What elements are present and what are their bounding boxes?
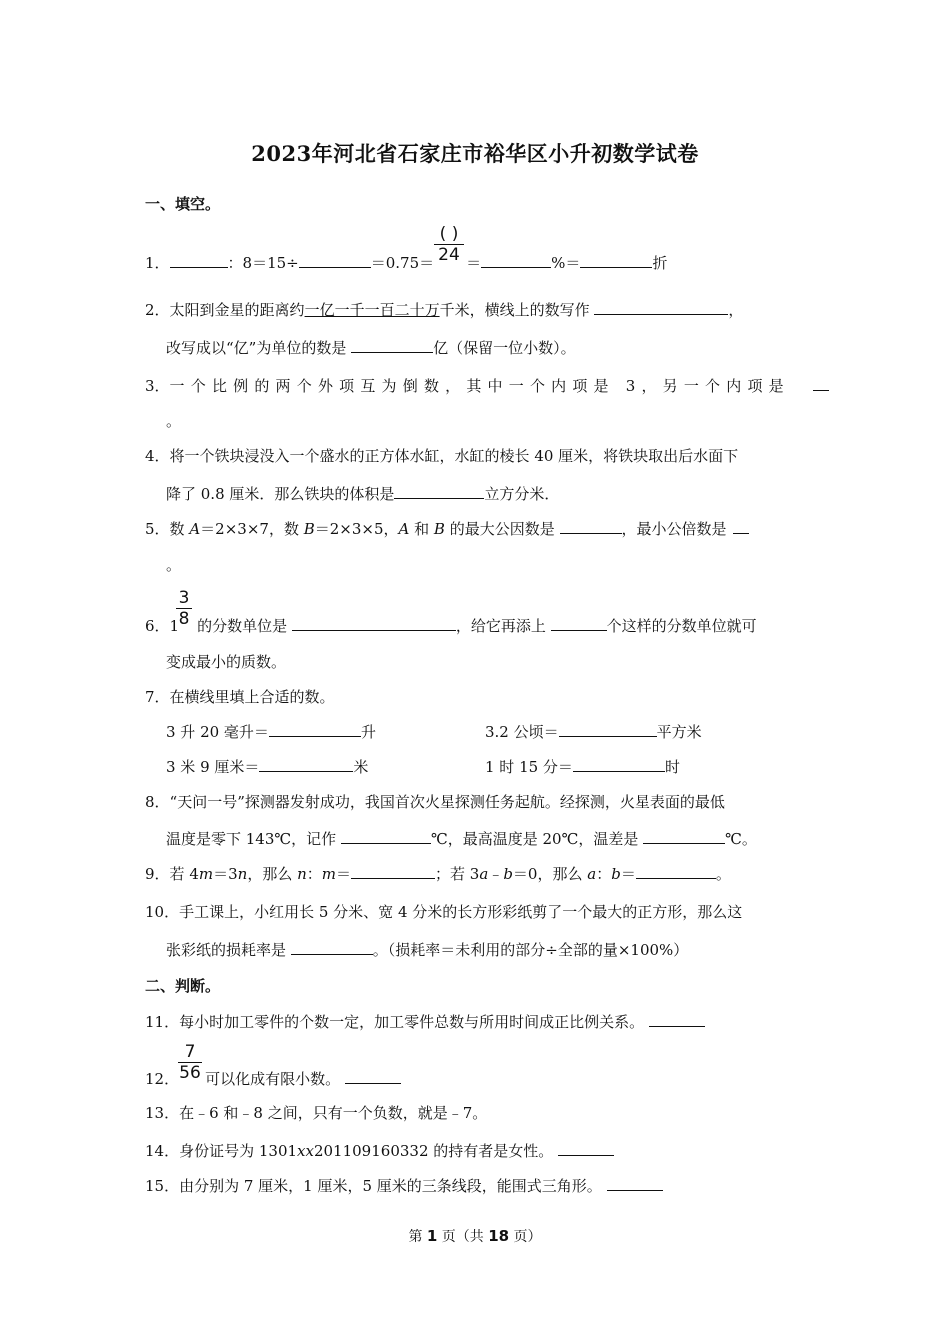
- q5-var-b: B: [303, 520, 315, 538]
- footer-text-2: 页（共: [437, 1229, 489, 1245]
- q9-text-3: ，那么: [247, 865, 298, 883]
- q11-blank-1[interactable]: [649, 1011, 705, 1027]
- q9-var-b: b: [503, 865, 513, 883]
- q7-r2a-text: 3 米 9 厘米＝: [166, 758, 260, 776]
- q9-var-a-2: a: [587, 865, 597, 883]
- question-13: [145, 1103, 487, 1123]
- question-5: [145, 518, 749, 539]
- q6-text-3: 个这样的分数单位就可: [606, 617, 757, 635]
- q7-r1a-text: 3 升 20 毫升＝: [166, 723, 269, 741]
- q1-blank-1[interactable]: [170, 252, 228, 268]
- q9-var-a: a: [479, 865, 489, 883]
- q5-var-a: A: [189, 520, 201, 538]
- q14-blank-1[interactable]: [558, 1140, 614, 1156]
- q4-text-3: 立方分米．: [484, 485, 560, 503]
- question-6: [145, 615, 757, 636]
- q14-xx: xx: [297, 1142, 314, 1160]
- q6-fraction-numerator: 3: [178, 588, 190, 608]
- q7-r2b-unit: 时: [664, 758, 680, 776]
- q10-number: 10．: [145, 903, 180, 921]
- q9-text-7: ﹣: [488, 865, 504, 883]
- page-footer: [0, 1226, 950, 1246]
- q9-text-1: 若 4: [169, 865, 199, 883]
- q7-row-2-right: [485, 756, 680, 777]
- q8-blank-2[interactable]: [643, 828, 725, 844]
- q6-line-2: 变成最小的质数。: [166, 653, 287, 671]
- q7-r2a-unit: 米: [353, 758, 369, 776]
- q15-text-1: 由分别为 7 厘米，1 厘米，5 厘米的三条线段，能围式三角形。: [179, 1177, 607, 1195]
- q7-blank-2[interactable]: [559, 721, 657, 737]
- q12-blank-1[interactable]: [345, 1068, 401, 1084]
- q7-text-1: 在横线里填上合适的数。: [169, 688, 335, 706]
- q7-row-2-left: [166, 756, 368, 777]
- q1-number: 1．: [145, 254, 170, 272]
- q10-blank-1[interactable]: [291, 939, 373, 955]
- question-3: [145, 375, 829, 396]
- question-10: [145, 902, 742, 922]
- q8-text-3: ℃，最高温度是 20℃，温差是: [430, 830, 644, 848]
- q15-blank-1[interactable]: [607, 1175, 663, 1191]
- q9-text-9: ：: [596, 865, 612, 883]
- q5-text-2: ＝2×3×7，数: [200, 520, 304, 538]
- q4-number: 4．: [145, 447, 170, 465]
- q7-row-1-right: [485, 721, 702, 742]
- question-2-line-2: [166, 337, 576, 358]
- q9-blank-2[interactable]: [636, 863, 716, 879]
- q2-text-3: ，: [728, 301, 744, 319]
- q3-number: 3．: [145, 377, 170, 395]
- q5-text-5: 的最大公因数是: [444, 520, 560, 538]
- q1-text-1: ：8＝15÷: [227, 254, 299, 272]
- q5-blank-2[interactable]: [733, 518, 749, 534]
- q10-text-3: 。（损耗率＝未利用的部分÷全部的量×100%）: [372, 941, 689, 959]
- q6-fraction-denominator: 8: [178, 609, 190, 629]
- q5-tail: 。: [166, 556, 182, 574]
- footer-page-number: 1: [426, 1227, 438, 1245]
- q9-var-n: n: [237, 865, 248, 883]
- q3-tail: 。: [166, 412, 182, 430]
- q2-blank-1[interactable]: [594, 299, 728, 315]
- q3-text-1: 一个比例的两个外项互为倒数，其中一个内项是 3，另一个内项是: [169, 377, 801, 395]
- q7-r1b-text: 3.2 公顷＝: [485, 723, 559, 741]
- footer-text-3: 页）: [509, 1229, 542, 1245]
- q2-underlined-number: 一亿一千一百二十万: [304, 301, 440, 319]
- q5-text-3: ＝2×3×5，: [314, 520, 399, 538]
- q9-text-8: ＝0，那么: [512, 865, 588, 883]
- q1-text-5: 折: [652, 254, 668, 272]
- question-4: [145, 446, 738, 466]
- q1-text-3: ＝: [466, 254, 482, 272]
- q12-fraction-numerator: 7: [184, 1042, 196, 1062]
- question-12: [145, 1068, 401, 1089]
- q4-text-1: 将一个铁块浸没入一个盛水的正方体水缸，水缸的棱长 40 厘米，将铁块取出后水面下: [169, 447, 739, 465]
- q9-blank-1[interactable]: [351, 863, 435, 879]
- q10-text-1: 手工课上，小红用长 5 分米、宽 4 分米的长方形彩纸剪了一个最大的正方形，那么这: [179, 903, 743, 921]
- q6-text-1: 的分数单位是: [197, 617, 292, 635]
- footer-text-1: 第: [408, 1229, 427, 1245]
- question-9: [145, 863, 731, 884]
- q7-r1b-unit: 平方米: [656, 723, 702, 741]
- q12-text-1: 可以化成有限小数。: [205, 1070, 345, 1088]
- q9-text-11: 。: [715, 865, 731, 883]
- q8-text-2: 温度是零下 143℃，记作: [166, 830, 341, 848]
- q9-number: 9．: [145, 865, 170, 883]
- q8-text-1: “天问一号”探测器发射成功，我国首次火星探测任务起航。经探测，火星表面的最低: [169, 793, 725, 811]
- q2-text-5: 亿（保留一位小数）。: [433, 339, 576, 357]
- q6-text-2: ，给它再添上: [455, 617, 551, 635]
- q6-blank-2[interactable]: [551, 615, 607, 631]
- q2-number: 2．: [145, 301, 170, 319]
- q9-text-4: ：: [306, 865, 322, 883]
- page-title: 2023年河北省石家庄市裕华区小升初数学试卷: [251, 141, 699, 166]
- q5-var-b-2: B: [433, 520, 445, 538]
- q14-text-2: 201109160332 的持有者是女性。: [313, 1142, 559, 1160]
- q1-fraction-denominator: 24: [438, 245, 460, 265]
- q9-var-m-2: m: [321, 865, 337, 883]
- q9-var-m: m: [198, 865, 214, 883]
- question-14: [145, 1140, 614, 1161]
- q5-text-6: ，最小公倍数是: [621, 520, 732, 538]
- q9-text-2: ＝3: [213, 865, 238, 883]
- section-fill-heading: 一、填空。: [145, 195, 221, 213]
- question-4-line-2: [166, 483, 559, 504]
- footer-total-pages: 18: [488, 1227, 510, 1245]
- q8-number: 8．: [145, 793, 170, 811]
- q1-blank-2[interactable]: [299, 252, 371, 268]
- q4-blank-1[interactable]: [394, 483, 484, 499]
- q5-blank-1[interactable]: [560, 518, 622, 534]
- q10-text-2: 张彩纸的损耗率是: [166, 941, 291, 959]
- question-8: [145, 792, 725, 812]
- q5-text-4: 和: [409, 520, 434, 538]
- q11-number: 11．: [145, 1013, 180, 1031]
- q6-whole-number: 1: [169, 617, 180, 635]
- section-judge-heading: 二、判断。: [145, 977, 221, 995]
- q11-text-1: 每小时加工零件的个数一定，加工零件总数与所用时间成正比例关系。: [179, 1013, 649, 1031]
- q4-text-2: 降了 0.8 厘米．那么铁块的体积是: [166, 485, 395, 503]
- q14-number: 14．: [145, 1142, 180, 1160]
- q2-text-1: 太阳到金星的距离约: [169, 301, 305, 319]
- q2-blank-2[interactable]: [351, 337, 433, 353]
- q13-text-1: 在﹣6 和﹣8 之间，只有一个负数，就是﹣7。: [179, 1104, 488, 1122]
- q14-text-1: 身份证号为 1301: [179, 1142, 298, 1160]
- q12-number: 12．: [145, 1070, 180, 1088]
- q1-blank-3[interactable]: [481, 252, 551, 268]
- q7-blank-4[interactable]: [573, 756, 665, 772]
- q9-var-b-2: b: [611, 865, 621, 883]
- q6-number: 6．: [145, 617, 170, 635]
- q2-text-4: 改写成以“亿”为单位的数是: [166, 339, 352, 357]
- q8-blank-1[interactable]: [341, 828, 431, 844]
- q1-text-2: ＝0.75＝: [370, 254, 435, 272]
- q1-blank-4[interactable]: [580, 252, 652, 268]
- q7-r1a-unit: 升: [360, 723, 376, 741]
- q5-var-a-2: A: [398, 520, 410, 538]
- q8-text-4: ℃。: [725, 830, 757, 848]
- question-15: [145, 1175, 663, 1196]
- q12-fraction-denominator: 56: [179, 1063, 201, 1083]
- q5-text-1: 数: [169, 520, 190, 538]
- question-7: [145, 687, 335, 707]
- q9-text-5: ＝: [336, 865, 352, 883]
- q9-text-6: ；若 3: [435, 865, 480, 883]
- q5-number: 5．: [145, 520, 170, 538]
- q13-number: 13．: [145, 1104, 180, 1122]
- q7-row-1-left: [166, 721, 376, 742]
- question-11: [145, 1011, 705, 1032]
- q1-fraction-numerator: ( ): [439, 224, 459, 244]
- q3-blank-1[interactable]: [813, 375, 829, 391]
- q15-number: 15．: [145, 1177, 180, 1195]
- q6-blank-1[interactable]: [292, 615, 456, 631]
- q7-blank-1[interactable]: [269, 721, 361, 737]
- q7-r2b-text: 1 时 15 分＝: [485, 758, 573, 776]
- question-1: [145, 252, 667, 273]
- q1-text-4: %＝: [551, 254, 581, 272]
- q7-blank-3[interactable]: [259, 756, 353, 772]
- q9-text-10: ＝: [620, 865, 636, 883]
- question-10-line-2: [166, 939, 688, 960]
- q2-text-2: 千米，横线上的数写作: [439, 301, 595, 319]
- question-8-line-2: [166, 828, 757, 849]
- q7-number: 7．: [145, 688, 170, 706]
- question-2: [145, 299, 743, 320]
- q9-var-n-2: n: [297, 865, 307, 883]
